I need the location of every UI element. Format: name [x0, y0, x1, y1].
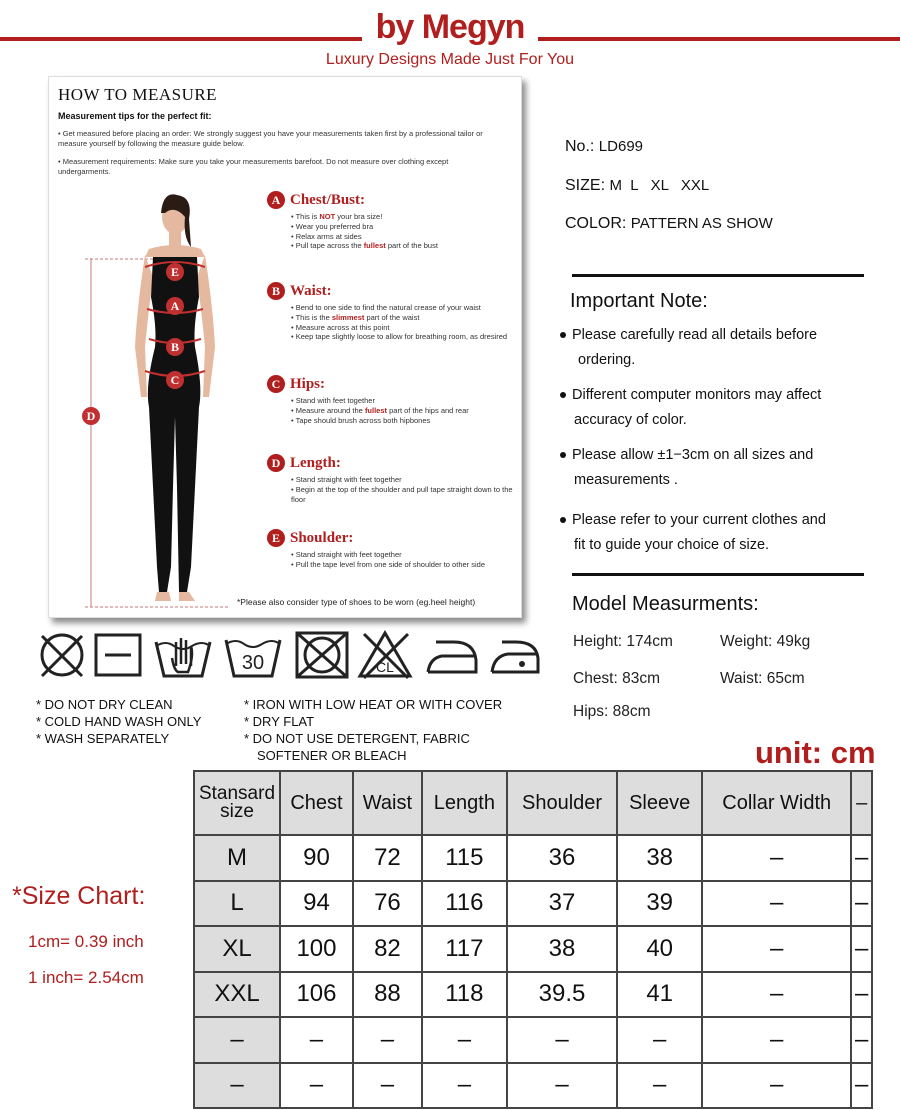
table-row: [194, 972, 872, 1018]
hand-wash-icon: [152, 628, 214, 682]
table-cell: 106: [280, 972, 353, 1018]
table-cell: –: [851, 926, 872, 972]
section-letter: D: [267, 454, 285, 472]
section-item: • This is NOT your bra size!: [291, 212, 513, 222]
no-bleach-icon: [356, 628, 414, 682]
size-table: [193, 770, 873, 1109]
header-cell: Collar Width: [702, 771, 851, 835]
header-cell: Shoulder: [507, 771, 617, 835]
note-line: fit to guide your choice of size.: [574, 537, 770, 553]
how-to-measure-card: [48, 76, 522, 618]
table-cell: 76: [353, 881, 422, 927]
unit-label: unit: cm: [755, 735, 876, 770]
note-line: Please carefully read all details before: [572, 327, 818, 343]
care-line: SOFTENER OR BLEACH: [257, 748, 407, 763]
section-chest: [267, 191, 513, 251]
section-title: Waist:: [290, 282, 332, 299]
product-color-value: PATTERN AS SHOW: [630, 215, 773, 232]
wash-temp-label: 30: [241, 652, 265, 674]
care-line: * DO NOT USE DETERGENT, FABRIC: [244, 731, 470, 746]
important-note-title: Important Note:: [570, 290, 708, 312]
brand-tagline: Luxury Designs Made Just For You: [325, 51, 575, 68]
table-cell: –: [507, 1063, 617, 1109]
figure-label-a: A: [166, 297, 184, 315]
section-item: • Pull tape across the fullest part of the bust: [291, 241, 513, 251]
table-cell: XL: [194, 926, 280, 972]
figure-label-d: D: [82, 407, 100, 425]
iron-low-heat-icon: [486, 628, 544, 682]
bullet-icon: [560, 517, 566, 523]
table-cell: 39.5: [507, 972, 617, 1018]
table-cell: 37: [507, 881, 617, 927]
tip-item: • Get measured before placing an order: We strongly suggest you have your measurements taken first by a professional tailor or measure yourself by following the measure guide below.: [58, 129, 483, 148]
table-cell: 82: [353, 926, 422, 972]
section-item: • Stand straight with feet together: [291, 550, 513, 560]
section-waist: [267, 282, 513, 342]
table-cell: 117: [422, 926, 507, 972]
no-dry-clean-icon: [34, 628, 90, 682]
header-cell: Waist: [353, 771, 422, 835]
note-line: Different computer monitors may affect: [572, 387, 822, 403]
no-bleach-label: CL: [376, 659, 394, 675]
header-cell: –: [851, 771, 872, 835]
table-cell: M: [194, 835, 280, 881]
note-line: ordering.: [578, 352, 636, 368]
table-cell: L: [194, 881, 280, 927]
table-cell: –: [702, 1017, 851, 1063]
product-size: [565, 177, 709, 195]
section-item: • Wear you preferred bra: [291, 222, 513, 232]
care-instructions-left: [36, 696, 201, 747]
section-item: • Stand with feet together: [291, 396, 513, 406]
bullet-icon: [560, 392, 566, 398]
table-cell: –: [702, 881, 851, 927]
table-cell: –: [194, 1017, 280, 1063]
table-cell: –: [851, 972, 872, 1018]
section-title: Chest/Bust:: [290, 191, 366, 208]
table-cell: 38: [507, 926, 617, 972]
table-cell: XXL: [194, 972, 280, 1018]
care-line: * IRON WITH LOW HEAT OR WITH COVER: [244, 697, 503, 712]
model-waist: Waist: 65cm: [720, 670, 805, 687]
note-line: Please allow ±1−3cm on all sizes and: [572, 447, 814, 463]
table-cell: –: [851, 881, 872, 927]
figure-label-e: E: [166, 263, 184, 281]
table-cell: 115: [422, 835, 507, 881]
table-row: [194, 881, 872, 927]
table-cell: 116: [422, 881, 507, 927]
model-height: Height: 174cm: [573, 633, 673, 650]
table-row: [194, 1063, 872, 1109]
tips-title: Measurement tips for the perfect fit:: [58, 111, 212, 121]
table-cell: –: [851, 835, 872, 881]
product-color: [565, 215, 773, 233]
figure-label-b: B: [166, 338, 184, 356]
note-item: [560, 383, 880, 433]
table-cell: 90: [280, 835, 353, 881]
tip-item: • Measurement requirements: Make sure you take your measurements barefoot. Do not measure over clothing except undergarments.: [58, 157, 449, 176]
table-cell: –: [507, 1017, 617, 1063]
table-cell: 94: [280, 881, 353, 927]
header-cell: Stansard size: [194, 771, 280, 835]
bullet-icon: [560, 332, 566, 338]
product-number: [565, 138, 643, 156]
section-letter: B: [267, 282, 285, 300]
care-line: * DO NOT DRY CLEAN: [36, 697, 173, 712]
section-letter: C: [267, 375, 285, 393]
brand-logo: by Megyn: [375, 8, 525, 46]
section-item: • This is the slimmest part of the waist: [291, 313, 513, 323]
note-item: [560, 323, 880, 373]
section-shoulder: [267, 529, 513, 570]
product-size-value: M L XL XXL: [609, 177, 710, 194]
section-item: • Measure across at this point: [291, 323, 513, 333]
note-line: measurements .: [574, 472, 678, 488]
table-cell: 72: [353, 835, 422, 881]
table-cell: –: [702, 972, 851, 1018]
product-number-value: LD699: [598, 138, 643, 155]
table-cell: –: [280, 1017, 353, 1063]
section-title: Length:: [290, 454, 341, 471]
table-row: [194, 1017, 872, 1063]
section-item: • Bend to one side to find the natural crease of your waist: [291, 303, 513, 313]
section-item: • Stand straight with feet together: [291, 475, 513, 485]
care-line: * COLD HAND WASH ONLY: [36, 714, 202, 729]
section-item: • Tape should brush across both hipbones: [291, 416, 513, 426]
table-row: [194, 835, 872, 881]
divider: [572, 573, 864, 576]
table-cell: –: [702, 1063, 851, 1109]
table-cell: 39: [617, 881, 702, 927]
care-line: * WASH SEPARATELY: [36, 731, 170, 746]
table-cell: 41: [617, 972, 702, 1018]
bullet-icon: [560, 452, 566, 458]
product-color-label: COLOR:: [565, 215, 627, 232]
header-cell: Sleeve: [617, 771, 702, 835]
header-cell: Chest: [280, 771, 353, 835]
section-item: • Relax arms at sides: [291, 232, 513, 242]
section-hips: [267, 375, 513, 425]
size-chart-title: *Size Chart:: [12, 882, 146, 910]
table-cell: –: [851, 1017, 872, 1063]
care-line: * DRY FLAT: [244, 714, 315, 729]
model-measurements-title: Model Measurments:: [572, 593, 759, 615]
section-letter: A: [267, 191, 285, 209]
table-header-row: [194, 771, 872, 835]
note-line: Please refer to your current clothes and: [572, 512, 826, 528]
shoes-note: *Please also consider type of shoes to be worn (eg.heel height): [237, 597, 476, 607]
table-cell: 38: [617, 835, 702, 881]
section-item: • Begin at the top of the shoulder and pull tape straight down to the floor: [291, 485, 513, 505]
conversion-inch: 1 inch= 2.54cm: [28, 968, 144, 987]
table-cell: 100: [280, 926, 353, 972]
table-cell: –: [280, 1063, 353, 1109]
no-tumble-dry-icon: [292, 628, 352, 682]
table-cell: –: [353, 1063, 422, 1109]
section-letter: E: [267, 529, 285, 547]
dry-flat-icon: [92, 628, 144, 682]
divider: [572, 274, 864, 277]
table-cell: –: [353, 1017, 422, 1063]
table-cell: 88: [353, 972, 422, 1018]
product-number-label: No.:: [565, 138, 595, 155]
table-cell: –: [617, 1063, 702, 1109]
wash-30-icon: [222, 628, 284, 682]
note-line: accuracy of color.: [574, 412, 687, 428]
table-cell: 40: [617, 926, 702, 972]
iron-icon: [422, 628, 482, 682]
table-cell: –: [702, 835, 851, 881]
table-cell: –: [422, 1063, 507, 1109]
model-chest: Chest: 83cm: [573, 670, 661, 687]
note-item: [560, 508, 880, 558]
header-cell: Length: [422, 771, 507, 835]
section-item: • Pull the tape level from one side of shoulder to other side: [291, 560, 513, 570]
figure-label-c: C: [166, 371, 184, 389]
note-item: [560, 443, 880, 493]
care-instructions-right: [244, 696, 502, 764]
card-title: HOW TO MEASURE: [58, 85, 218, 104]
table-cell: –: [617, 1017, 702, 1063]
model-hips: Hips: 88cm: [573, 703, 651, 720]
section-title: Shoulder:: [290, 529, 354, 546]
table-row: [194, 926, 872, 972]
section-item: • Keep tape slightly loose to allow for breathing room, as dresired: [291, 332, 513, 342]
table-cell: 36: [507, 835, 617, 881]
section-title: Hips:: [290, 375, 326, 392]
table-cell: –: [422, 1017, 507, 1063]
section-item: • Measure around the fullest part of the hips and rear: [291, 406, 513, 416]
section-length: [267, 454, 513, 504]
table-cell: –: [702, 926, 851, 972]
conversion-cm: 1cm= 0.39 inch: [28, 932, 144, 951]
table-cell: –: [194, 1063, 280, 1109]
model-weight: Weight: 49kg: [720, 633, 811, 650]
model-figure: [79, 187, 249, 617]
table-cell: –: [851, 1063, 872, 1109]
product-size-label: SIZE:: [565, 177, 606, 194]
table-cell: 118: [422, 972, 507, 1018]
